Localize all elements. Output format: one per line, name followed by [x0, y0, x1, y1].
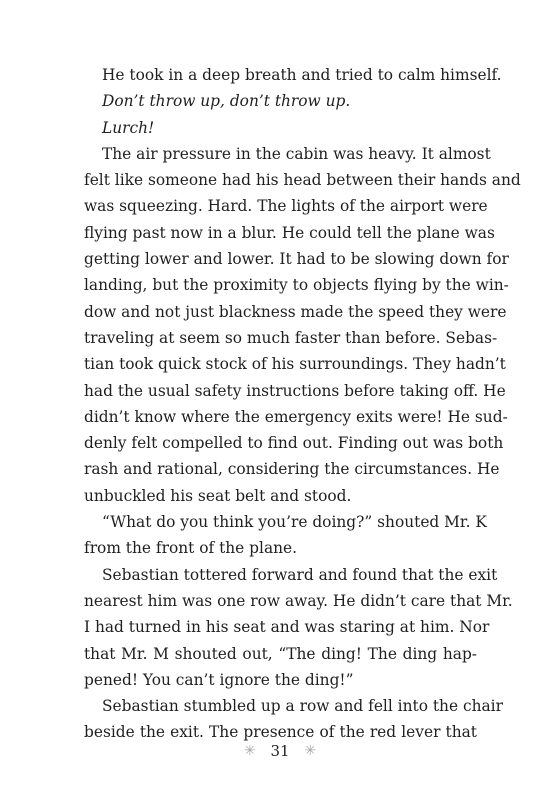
text-line: that Mr. M shouted out, “The ding! The ding hap-: [84, 644, 477, 663]
text-line: nearest him was one row away. He didn’t care that Mr.: [84, 591, 513, 610]
text-line: The air pressure in the cabin was heavy. It almost: [102, 144, 491, 163]
text-line: didn’t know where the emergency exits were! He sud-: [84, 407, 508, 426]
book-page-body: [84, 62, 521, 746]
text-line: beside the exit. The presence of the red lever that: [84, 723, 477, 742]
text-line: felt like someone had his head between their hands and: [84, 171, 521, 190]
text-line: rash and rational, considering the circumstances. He: [84, 460, 500, 479]
text-line: denly felt compelled to find out. Finding out was both: [84, 434, 504, 453]
text-line: tian took quick stock of his surroundings. They hadn’t: [84, 355, 506, 374]
text-line: flying past now in a blur. He could tell the plane was: [84, 223, 495, 242]
text-line: traveling at seem so much faster than before. Sebas-: [84, 328, 498, 347]
page-footer: [0, 741, 560, 761]
star-ornament-icon: ✳: [304, 743, 317, 759]
text-line: getting lower and lower. It had to be slowing down for: [84, 250, 509, 269]
star-ornament-icon: ✳: [243, 743, 256, 759]
text-line: was squeezing. Hard. The lights of the airport were: [84, 197, 488, 216]
text-line: pened! You can’t ignore the ding!”: [84, 670, 354, 689]
text-line: I had turned in his seat and was staring at him. Nor: [84, 618, 490, 637]
text-line: Lurch!: [102, 118, 155, 137]
text-line: from the front of the plane.: [84, 539, 298, 558]
text-line: unbuckled his seat belt and stood.: [84, 486, 352, 505]
text-line: had the usual safety instructions before taking off. He: [84, 381, 506, 400]
text-line: He took in a deep breath and tried to calm himself.: [102, 66, 502, 84]
page-number: 31: [270, 742, 290, 760]
text-line: dow and not just blackness made the speed they were: [84, 302, 507, 321]
text-line: landing, but the proximity to objects flying by the win-: [84, 276, 509, 295]
text-line: Don’t throw up, don’t throw up.: [102, 92, 351, 111]
text-line: Sebastian stumbled up a row and fell into the chair: [102, 697, 503, 716]
text-line: Sebastian tottered forward and found that the exit: [102, 565, 498, 584]
text-line: “What do you think you’re doing?” shouted Mr. K: [102, 513, 487, 532]
